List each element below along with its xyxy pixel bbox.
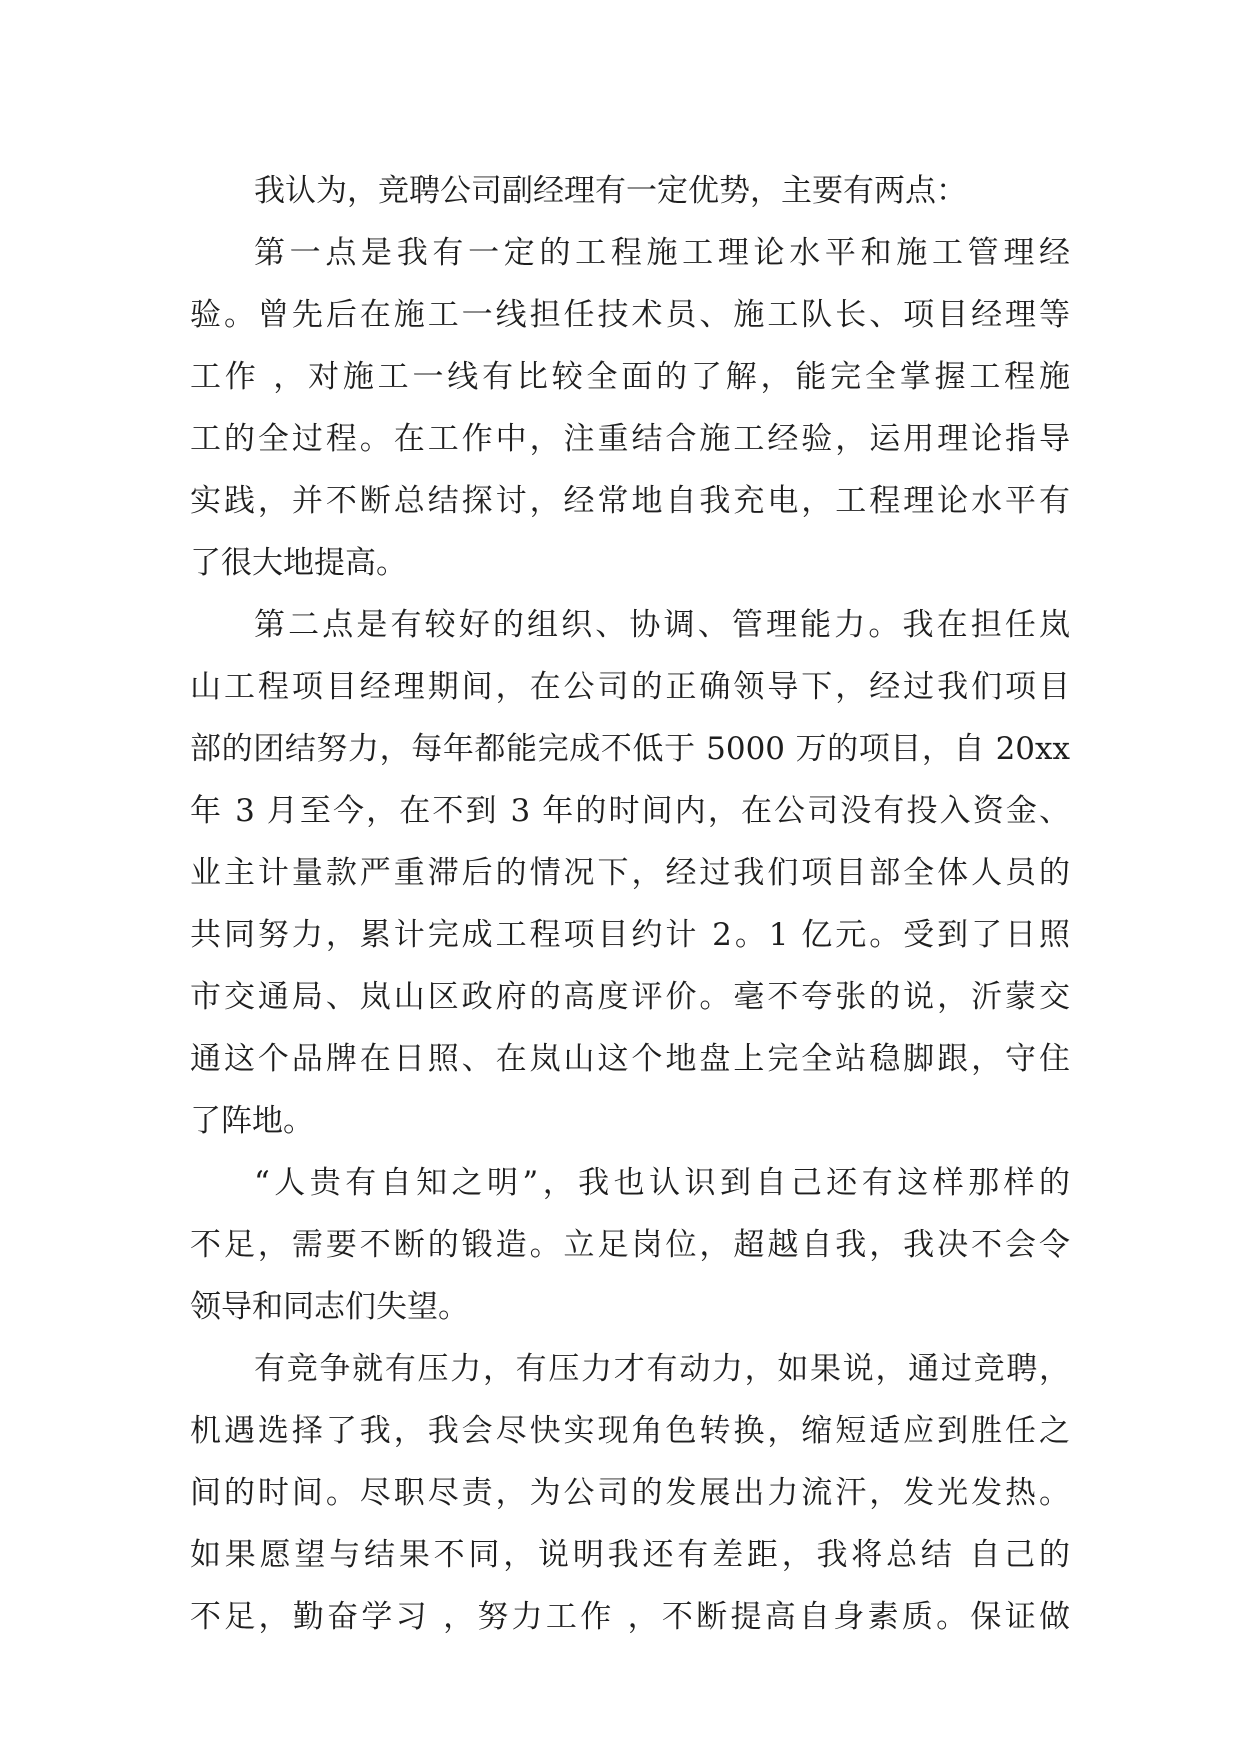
document-body — [190, 160, 1070, 1648]
text-line: 如果愿望与结果不同，说明我还有差距，我将总结 自己的 — [190, 1537, 1070, 1573]
paragraph-first-point — [190, 222, 1070, 594]
text-line: 间的时间。尽职尽责，为公司的发展出力流汗，发光发热。 — [190, 1475, 1070, 1511]
text-line: 工作 ，对施工一线有比较全面的了解，能完全掌握工程施 — [190, 359, 1070, 395]
paragraph-second-point — [190, 594, 1070, 1152]
text-line: 实践，并不断总结探讨，经常地自我充电，工程理论水平有 — [190, 483, 1070, 519]
text-line: 了阵地。 — [190, 1103, 314, 1139]
text-line: 部的团结努力，每年都能完成不低于 5000 万的项目，自 20xx — [190, 731, 1070, 767]
text-line: 不足，勤奋学习 ，努力工作 ，不断提高自身素质。保证做 — [190, 1599, 1070, 1635]
text-line: 市交通局、岚山区政府的高度评价。毫不夸张的说，沂蒙交 — [190, 979, 1070, 1015]
text-line: 领导和同志们失望。 — [190, 1289, 469, 1325]
text-line: 第一点是我有一定的工程施工理论水平和施工管理经 — [254, 235, 1070, 271]
text-line: 验。曾先后在施工一线担任技术员、施工队长、项目经理等 — [190, 297, 1070, 333]
paragraph-self-knowledge — [190, 1152, 1070, 1338]
text-line: 机遇选择了我，我会尽快实现角色转换，缩短适应到胜任之 — [190, 1413, 1070, 1449]
text-line: 有竞争就有压力，有压力才有动力，如果说，通过竞聘， — [254, 1351, 1070, 1387]
text-line: 了很大地提高。 — [190, 545, 407, 581]
text-line: 第二点是有较好的组织、协调、管理能力。我在担任岚 — [254, 607, 1070, 643]
paragraph-intro — [190, 160, 1070, 222]
text-line: 不足，需要不断的锻造。立足岗位，超越自我，我决不会令 — [190, 1227, 1070, 1263]
text-line: “人贵有自知之明”，我也认识到自己还有这样那样的 — [254, 1165, 1070, 1201]
text-line: 工的全过程。在工作中，注重结合施工经验，运用理论指导 — [190, 421, 1070, 457]
paragraph-competition — [190, 1338, 1070, 1648]
text-line: 共同努力，累计完成工程项目约计 2。1 亿元。受到了日照 — [190, 917, 1070, 953]
text-line: 年 3 月至今，在不到 3 年的时间内，在公司没有投入资金、 — [190, 793, 1070, 829]
text-line: 我认为，竞聘公司副经理有一定优势，主要有两点： — [254, 173, 967, 209]
text-line: 山工程项目经理期间，在公司的正确领导下，经过我们项目 — [190, 669, 1070, 705]
text-line: 业主计量款严重滞后的情况下，经过我们项目部全体人员的 — [190, 855, 1070, 891]
text-line: 通这个品牌在日照、在岚山这个地盘上完全站稳脚跟，守住 — [190, 1041, 1070, 1077]
